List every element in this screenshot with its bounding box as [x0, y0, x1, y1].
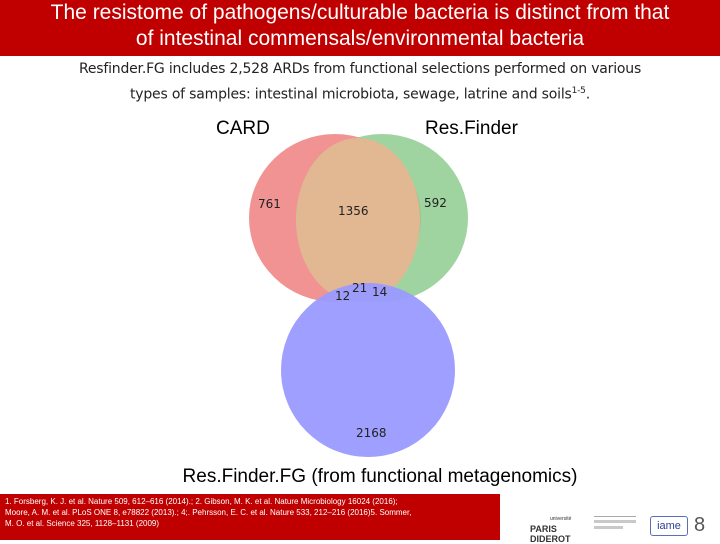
paris-logo-line-1: PARIS — [530, 524, 557, 534]
page-number: 8 — [694, 514, 706, 536]
count-resfinder-fg: 14 — [372, 285, 388, 299]
slide-title-line-1: The resistome of pathogens/culturable bacteria is distinct from that — [50, 1, 670, 24]
venn-label-resfinder: Res.Finder — [425, 118, 518, 139]
reference-line-1: 1. Forsberg, K. J. et al. Nature 509, 612–616 (2014).; 2. Gibson, M. K. et al. Nature Microbiology 16024 (2016); — [5, 497, 398, 506]
paris-logo-line-2: DIDEROT — [530, 534, 571, 544]
reference-line-3: M. O. et al. Science 325, 1128–1131 (2009) — [5, 519, 160, 528]
iame-logo: iame — [650, 516, 688, 536]
venn-label-card: CARD — [216, 118, 270, 139]
reference-line-2: Moore, A. M. et al. PLoS ONE 8, e78822 (2013).; 4;. Pehrsson, E. C. et al. Nature 533, 212–216 (2016)5. Sommer, — [5, 508, 412, 517]
paris-logo-small-text: université — [550, 516, 572, 522]
venn-label-resfinder-fg: Res.Finder.FG (from functional metagenomics) — [182, 466, 578, 487]
count-card-resfinder: 1356 — [338, 204, 369, 218]
subtitle-line-2-text: types of samples: intestinal microbiota, sewage, latrine and soils — [130, 86, 572, 103]
partner-logo — [594, 516, 636, 535]
count-all-three: 21 — [352, 281, 368, 295]
partner-logo-bar — [594, 526, 623, 529]
slide-title-line-2: of intestinal commensals/environmental bacteria — [135, 27, 585, 50]
subtitle-period: . — [585, 86, 590, 103]
venn-overlap-card-resfinder — [296, 138, 420, 302]
count-card-only: 761 — [258, 197, 281, 211]
references-text — [5, 496, 495, 529]
subtitle-line-1: Resfinder.FG includes 2,528 ARDs from functional selections performed on various — [78, 61, 642, 77]
partner-logo-bar — [594, 520, 636, 523]
count-resfinder-only: 592 — [424, 196, 447, 210]
count-fg-only: 2168 — [356, 426, 387, 440]
count-card-fg: 12 — [335, 289, 351, 303]
subtitle-citation: 1-5 — [571, 86, 586, 96]
